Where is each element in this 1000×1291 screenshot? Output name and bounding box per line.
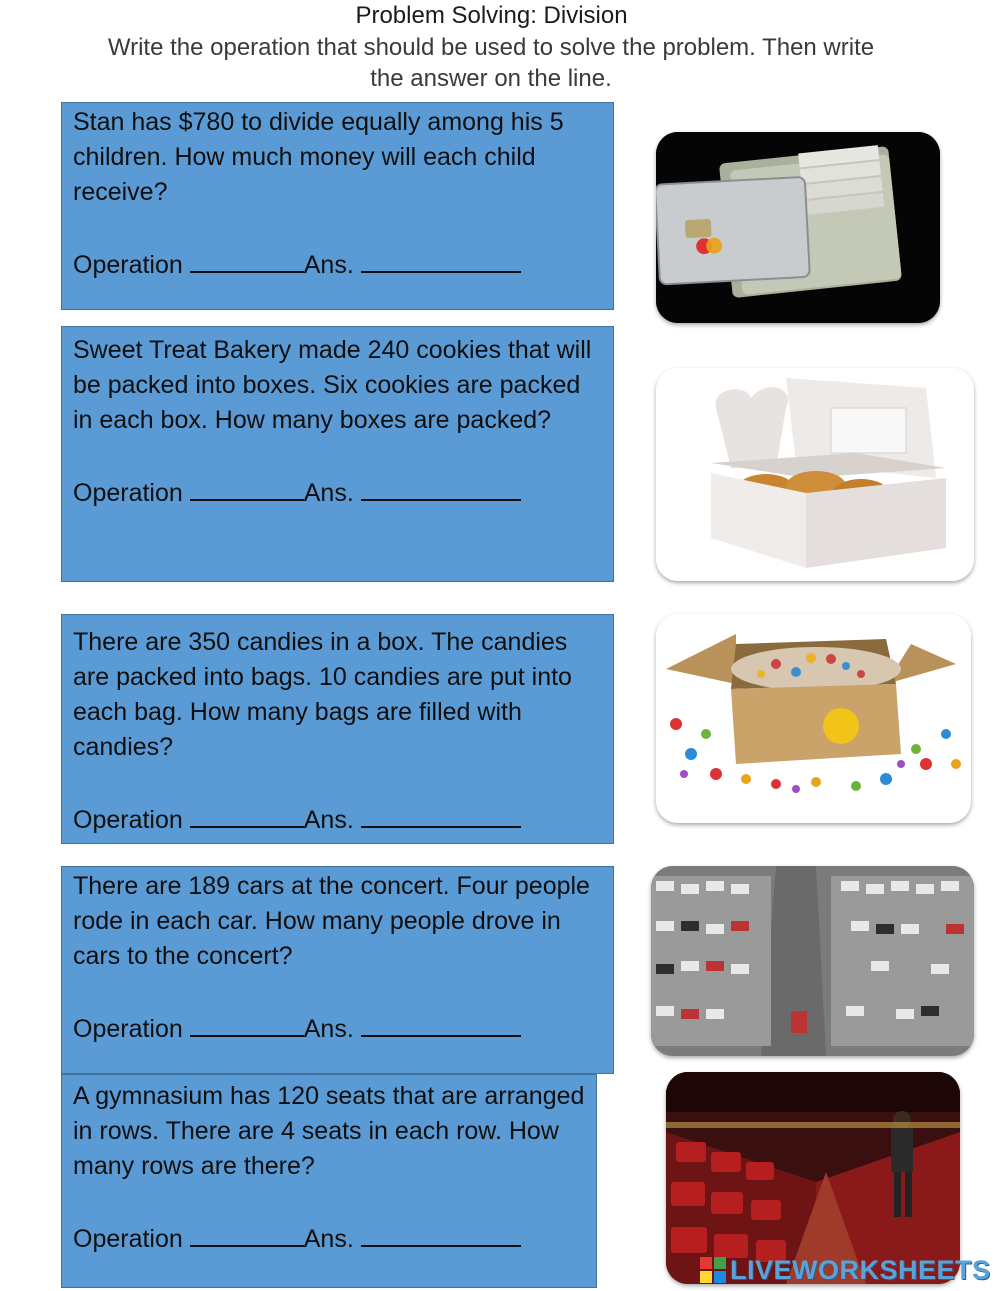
answer-label: Ans. <box>303 479 354 507</box>
answer-label: Ans. <box>303 1015 354 1043</box>
answer-label: Ans. <box>303 1225 354 1253</box>
cookie-box-photo <box>656 368 974 581</box>
money-cards-photo <box>656 132 940 323</box>
problem-text: There are 189 cars at the concert. Four people rode in each car. How many people drove in cars to the concert? <box>73 872 590 970</box>
operation-input[interactable] <box>190 1009 304 1037</box>
problem-card-3 <box>61 614 614 844</box>
answer-input[interactable] <box>361 1219 521 1247</box>
operation-label: Operation <box>73 806 183 834</box>
answer-row <box>73 800 603 838</box>
answer-input[interactable] <box>361 473 521 501</box>
operation-label: Operation <box>73 1015 183 1043</box>
operation-input[interactable] <box>190 473 304 501</box>
operation-input[interactable] <box>190 1219 304 1247</box>
problem-text: There are 350 candies in a box. The candies are packed into bags. 10 candies are put into each bag. How many bags are filled with candies? <box>73 628 572 761</box>
operation-label: Operation <box>73 479 183 507</box>
answer-input[interactable] <box>361 800 521 828</box>
answer-input[interactable] <box>361 1009 521 1037</box>
parking-lot-photo <box>651 866 974 1056</box>
answer-input[interactable] <box>361 245 521 273</box>
problem-text: A gymnasium has 120 seats that are arranged in rows. There are 4 seats in each row. How many rows are there? <box>73 1082 585 1180</box>
problem-card-4 <box>61 866 614 1074</box>
answer-row <box>73 1219 586 1257</box>
answer-row <box>73 245 603 283</box>
candy-box-photo <box>656 614 971 823</box>
operation-label: Operation <box>73 251 183 279</box>
watermark-text: LIVEWORKSHEETS <box>730 1254 991 1285</box>
answer-label: Ans. <box>303 251 354 279</box>
problem-text: Stan has $780 to divide equally among his 5 children. How much money will each child receive? <box>73 108 564 206</box>
instructions: Write the operation that should be used to solve the problem. Then write the answer on the line. <box>107 34 875 92</box>
problem-card-5 <box>61 1074 597 1288</box>
problem-text: Sweet Treat Bakery made 240 cookies that will be packed into boxes. Six cookies are packed in each box. How many boxes are packed? <box>73 336 592 434</box>
problem-card-1 <box>61 102 614 310</box>
answer-row <box>73 473 603 511</box>
problem-card-2 <box>61 326 614 582</box>
theater-seats-photo <box>666 1072 960 1284</box>
operation-input[interactable] <box>190 800 304 828</box>
page-title: Problem Solving: Division <box>355 2 628 29</box>
answer-label: Ans. <box>303 806 354 834</box>
operation-input[interactable] <box>190 245 304 273</box>
answer-row <box>73 1009 603 1047</box>
liveworksheets-logo <box>700 1255 991 1285</box>
logo-squares-icon <box>700 1257 726 1283</box>
operation-label: Operation <box>73 1225 183 1253</box>
